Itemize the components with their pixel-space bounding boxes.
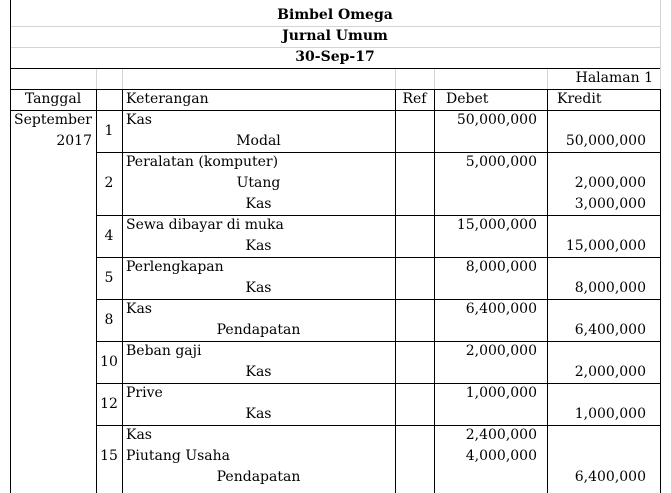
debit-account: Sewa dibayar di muka xyxy=(126,217,284,233)
col-header-date: Tanggal xyxy=(24,91,82,107)
gridline xyxy=(395,68,396,89)
col-header-description: Keterangan xyxy=(126,91,209,107)
credit-amount: 6,400,000 xyxy=(574,322,646,338)
debit-amount: 8,000,000 xyxy=(465,259,537,275)
debit-account: Piutang Usaha xyxy=(126,448,231,464)
journal-title: Jurnal Umum xyxy=(282,28,388,44)
border-left xyxy=(10,0,11,493)
debit-account: Beban gaji xyxy=(126,343,202,359)
entry-separator xyxy=(96,299,660,300)
entry-separator xyxy=(96,425,660,426)
credit-amount: 2,000,000 xyxy=(574,175,646,191)
entry-day: 12 xyxy=(100,395,118,412)
debit-amount: 4,000,000 xyxy=(465,448,537,464)
col-header-credit: Kredit xyxy=(557,91,602,107)
year-label: 2017 xyxy=(56,133,92,149)
gridline xyxy=(122,68,123,89)
credit-account: Kas xyxy=(245,280,272,296)
debit-account: Perlengkapan xyxy=(126,259,224,275)
credit-account: Pendapatan xyxy=(216,322,301,338)
debit-account: Kas xyxy=(126,112,152,128)
credit-account: Kas xyxy=(245,364,272,380)
debit-amount: 6,400,000 xyxy=(465,301,537,317)
debit-amount: 2,400,000 xyxy=(465,427,537,443)
gridline xyxy=(96,68,97,89)
debit-account: Peralatan (komputer) xyxy=(126,154,279,170)
header-bottom-border xyxy=(10,110,660,111)
entry-day: 5 xyxy=(104,269,114,286)
debit-amount: 50,000,000 xyxy=(456,112,537,128)
page-number: Halaman 1 xyxy=(575,70,653,86)
credit-account: Utang xyxy=(236,175,281,191)
col-line-description xyxy=(395,89,396,493)
month-label: September xyxy=(14,112,92,128)
debit-amount: 5,000,000 xyxy=(465,154,537,170)
debit-amount: 2,000,000 xyxy=(465,343,537,359)
entry-separator xyxy=(96,383,660,384)
entry-day: 2 xyxy=(104,175,114,191)
gridline xyxy=(660,0,661,89)
credit-account: Kas xyxy=(245,238,272,254)
credit-amount: 3,000,000 xyxy=(574,196,646,212)
debit-account: Kas xyxy=(126,301,152,317)
gridline xyxy=(547,68,548,89)
col-header-ref: Ref xyxy=(402,91,427,107)
credit-amount: 15,000,000 xyxy=(565,238,646,254)
debit-account: Kas xyxy=(126,427,152,443)
gridline xyxy=(434,68,435,89)
credit-amount: 1,000,000 xyxy=(574,406,646,422)
entry-day: 10 xyxy=(100,353,118,370)
credit-amount: 50,000,000 xyxy=(565,133,646,149)
credit-account: Pendapatan xyxy=(216,469,301,485)
credit-account: Modal xyxy=(236,133,281,149)
credit-account: Kas xyxy=(245,406,272,422)
credit-amount: 6,400,000 xyxy=(574,469,646,485)
entry-day: 8 xyxy=(104,311,114,328)
col-line-date xyxy=(96,89,97,493)
credit-account: Kas xyxy=(245,196,272,212)
col-line-credit xyxy=(660,89,661,493)
debit-amount: 15,000,000 xyxy=(456,217,537,233)
credit-amount: 2,000,000 xyxy=(574,364,646,380)
company-name: Bimbel Omega xyxy=(277,7,393,23)
debit-account: Prive xyxy=(126,385,163,401)
entry-day: 1 xyxy=(104,122,114,139)
journal-date: 30-Sep-17 xyxy=(295,49,375,65)
credit-amount: 8,000,000 xyxy=(574,280,646,296)
entry-day: 15 xyxy=(100,448,118,464)
entry-day: 4 xyxy=(104,227,114,244)
col-header-debit: Debet xyxy=(446,91,489,107)
debit-amount: 1,000,000 xyxy=(465,385,537,401)
